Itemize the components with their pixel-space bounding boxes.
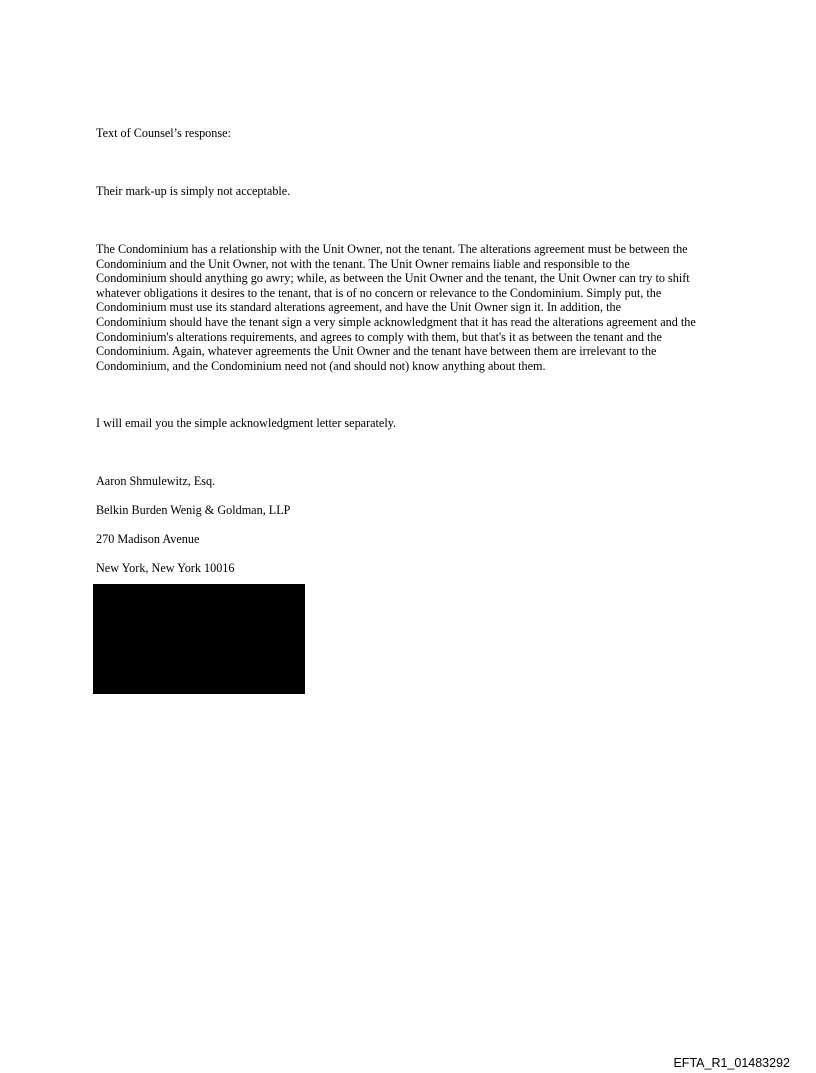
body-line: Condominium's alterations requirements, and agrees to comply with them, but that's it as between the tenant and the [96,329,662,344]
closing-line: I will email you the simple acknowledgment letter separately. [96,416,397,430]
redaction-block [93,584,305,694]
signature-street: 270 Madison Avenue [96,532,200,546]
signature-name: Aaron Shmulewitz, Esq. [96,474,216,488]
body-line: Condominium. Again, whatever agreements the Unit Owner and the tenant have between them are irrelevant to the [96,344,657,359]
body-line: Condominium and the Unit Owner, not with the tenant. The Unit Owner remains liable and responsible to the [96,256,630,271]
signature-city: New York, New York 10016 [96,561,235,575]
body-line: Condominium should anything go awry; while, as between the Unit Owner and the tenant, the Unit Owner can try to shift [96,271,690,286]
signature-firm: Belkin Burden Wenig & Goldman, LLP [96,503,291,517]
body-paragraph [96,242,756,373]
body-line: The Condominium has a relationship with the Unit Owner, not the tenant. The alterations agreement must be between the [96,242,688,256]
body-line: whatever obligations it desires to the tenant, that is of no concern or relevance to the Condominium. Simply put, the [96,285,662,300]
bates-number: EFTA_R1_01483292 [673,1056,790,1070]
body-line: Condominium, and the Condominium need not (and should not) know anything about them. [96,358,546,373]
body-line: Condominium must use its standard alterations agreement, and have the Unit Owner sign it. In addition, the [96,300,621,315]
intro-line: Text of Counsel’s response: [96,126,231,140]
body-line: Condominium should have the tenant sign a very simple acknowledgment that it has read the alterations agreement and the [96,314,696,329]
statement-line: Their mark-up is simply not acceptable. [96,184,291,198]
